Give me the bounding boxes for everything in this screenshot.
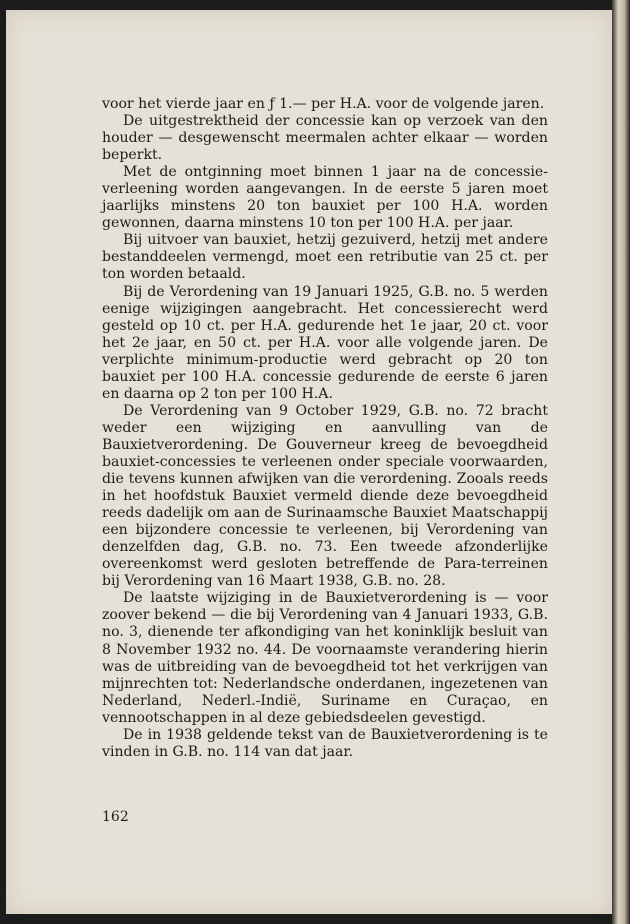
paragraph-3: Met de ontginning moet binnen 1 jaar na de concessie-verleening worden aangevangen. In de eerste 5 jaren moet jaarlijks minstens 20 ton bauxiet per 100 H.A. worden gewonnen, daarna minstens 10 ton per 100 H.A. per jaar. [102, 164, 548, 232]
body-text [102, 96, 548, 761]
book-page [6, 10, 612, 914]
paragraph-5: Bij de Verordening van 19 Januari 1925, G.B. no. 5 werden eenige wijzigingen aangebracht. Het concessierecht werd gesteld op 10 ct. per H.A. gedurende het 1e jaar, 20 ct. voor het 2e jaar, en 50 ct. per H.A. voor alle volgende jaren. De verplichte minimum-productie werd gebracht op 20 ton bauxiet per 100 H.A. concessie gedurende de eerste 6 jaren en daarna op 2 ton per 100 H.A. [102, 283, 548, 402]
paragraph-6: De Verordening van 9 October 1929, G.B. no. 72 bracht weder een wijziging en aanvulling van de Bauxietverordening. De Gouverneur kreeg de bevoegdheid bauxiet-concessies te verleenen onder speciale voorwaarden, die tevens kunnen afwijken van die verordening. Zooals reeds in het hoofdstuk Bauxiet vermeld diende deze bevoegdheid reeds dadelijk om aan de Surinaamsche Bauxiet Maatschappij een bijzondere concessie te verleenen, bij Verordening van denzelfden dag, G.B. no. 73. Een tweede afzonderlijke overeenkomst werd gesloten betreffende de Para-terreinen bij Verordening van 16 Maart 1938, G.B. no. 28. [102, 402, 548, 590]
paragraph-7: De laatste wijziging in de Bauxietverordening is — voor zoover bekend — die bij Verordening van 4 Januari 1933, G.B. no. 3, dienende ter afkondiging van het koninklijk besluit van 8 November 1932 no. 44. De voornaamste verandering hierin was de uitbreiding van de bevoegdheid tot het verkrijgen van mijnrechten tot: Nederlandsche onderdanen, ingezetenen van Nederland, Nederl.-Indië, Suriname en Curaçao, en vennootschappen in al deze gebiedsdeelen gevestigd. [102, 590, 548, 726]
paragraph-2: De uitgestrektheid der concessie kan op verzoek van den houder — desgewenscht meermalen achter elkaar — worden beperkt. [102, 113, 548, 164]
page-number: 162 [102, 809, 129, 825]
paragraph-4: Bij uitvoer van bauxiet, hetzij gezuiverd, hetzij met andere bestanddeelen vermengd, moet een retributie van 25 ct. per ton worden betaald. [102, 232, 548, 283]
paragraph-8: De in 1938 geldende tekst van de Bauxietverordening is te vinden in G.B. no. 114 van dat jaar. [102, 726, 548, 760]
book-spine-edge [612, 0, 630, 924]
paragraph-1: voor het vierde jaar en ƒ 1.— per H.A. voor de volgende jaren. [102, 96, 545, 112]
